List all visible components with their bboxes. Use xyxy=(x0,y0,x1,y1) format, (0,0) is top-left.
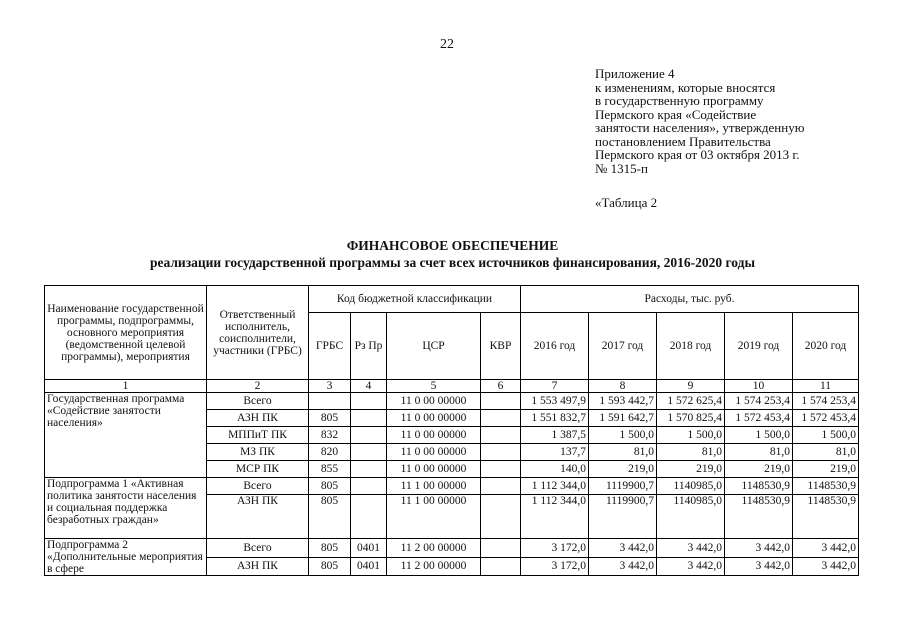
document-title: ФИНАНСОВОЕ ОБЕСПЕЧЕНИЕ xyxy=(346,238,559,253)
amount-cell: 3 442,0 xyxy=(657,557,725,576)
amount-cell: 1 500,0 xyxy=(725,427,793,444)
amount-cell: 1148530,9 xyxy=(725,478,793,495)
amount-cell: 1119900,7 xyxy=(589,478,657,495)
amount-cell: 1 387,5 xyxy=(521,427,589,444)
page-number: 22 xyxy=(440,37,454,52)
executor-cell: МППиТ ПК xyxy=(207,427,309,444)
program-name: Подпрограмма 2 «Дополнительные мероприятия в сфере xyxy=(45,539,207,576)
grbs-cell: 820 xyxy=(309,444,351,461)
amount-cell: 1 112 344,0 xyxy=(521,478,589,495)
table-row xyxy=(45,393,859,410)
kvr-cell xyxy=(481,539,521,558)
header-year-2017: 2017 год xyxy=(589,313,657,380)
column-number: 4 xyxy=(351,380,387,393)
amount-cell: 1 593 442,7 xyxy=(589,393,657,410)
csr-cell: 11 0 00 00000 xyxy=(387,393,481,410)
csr-cell: 11 0 00 00000 xyxy=(387,461,481,478)
amount-cell: 81,0 xyxy=(657,444,725,461)
header-name: Наименование государственной программы, подпрограммы, основного мероприятия (ведомственной целевой программы), мероприятия xyxy=(45,286,207,380)
appendix-line: Приложение 4 xyxy=(595,66,675,81)
header-year-2018: 2018 год xyxy=(657,313,725,380)
executor-cell: АЗН ПК xyxy=(207,557,309,576)
document-subtitle: реализации государственной программы за счет всех источников финансирования, 2016-2020 годы xyxy=(149,255,756,270)
amount-cell: 3 442,0 xyxy=(589,539,657,558)
executor-cell: МСР ПК xyxy=(207,461,309,478)
rzpr-cell: 0401 xyxy=(351,557,387,576)
header-kvr: КВР xyxy=(481,313,521,380)
amount-cell: 219,0 xyxy=(793,461,859,478)
rzpr-cell xyxy=(351,444,387,461)
grbs-cell: 805 xyxy=(309,478,351,495)
grbs-cell: 805 xyxy=(309,410,351,427)
header-budget-code: Код бюджетной классификации xyxy=(309,286,521,313)
amount-cell: 1 112 344,0 xyxy=(521,495,589,539)
kvr-cell xyxy=(481,427,521,444)
kvr-cell xyxy=(481,495,521,539)
amount-cell: 1119900,7 xyxy=(589,495,657,539)
kvr-cell xyxy=(481,461,521,478)
amount-cell: 3 442,0 xyxy=(725,539,793,558)
amount-cell: 1148530,9 xyxy=(725,495,793,539)
table-label: «Таблица 2 xyxy=(595,195,658,210)
amount-cell: 1 574 253,4 xyxy=(793,393,859,410)
kvr-cell xyxy=(481,410,521,427)
amount-cell: 1 570 825,4 xyxy=(657,410,725,427)
header-year-2020: 2020 год xyxy=(793,313,859,380)
rzpr-cell xyxy=(351,495,387,539)
amount-cell: 3 172,0 xyxy=(521,539,589,558)
amount-cell: 1 500,0 xyxy=(793,427,859,444)
header-year-2019: 2019 год xyxy=(725,313,793,380)
amount-cell: 1 572 453,4 xyxy=(725,410,793,427)
appendix-line: в государственную программу xyxy=(595,93,764,108)
table-row xyxy=(45,539,859,558)
amount-cell: 1148530,9 xyxy=(793,495,859,539)
column-number: 2 xyxy=(207,380,309,393)
amount-cell: 219,0 xyxy=(725,461,793,478)
csr-cell: 11 0 00 00000 xyxy=(387,410,481,427)
column-number-row xyxy=(45,380,859,393)
rzpr-cell xyxy=(351,461,387,478)
amount-cell: 219,0 xyxy=(589,461,657,478)
column-number: 1 xyxy=(45,380,207,393)
grbs-cell: 805 xyxy=(309,557,351,576)
amount-cell: 1140985,0 xyxy=(657,478,725,495)
header-grbs: ГРБС xyxy=(309,313,351,380)
rzpr-cell xyxy=(351,427,387,444)
csr-cell: 11 1 00 00000 xyxy=(387,478,481,495)
column-number: 3 xyxy=(309,380,351,393)
grbs-cell: 832 xyxy=(309,427,351,444)
header-expenses: Расходы, тыс. руб. xyxy=(521,286,859,313)
header-executor: Ответственный исполнитель, соисполнители, участники (ГРБС) xyxy=(207,286,309,380)
table-row xyxy=(45,478,859,495)
amount-cell: 3 172,0 xyxy=(521,557,589,576)
column-number: 5 xyxy=(387,380,481,393)
kvr-cell xyxy=(481,557,521,576)
executor-cell: Всего xyxy=(207,478,309,495)
appendix-line: Пермского края от 03 октября 2013 г. xyxy=(595,147,800,162)
amount-cell: 1 591 642,7 xyxy=(589,410,657,427)
executor-cell: АЗН ПК xyxy=(207,410,309,427)
rzpr-cell xyxy=(351,478,387,495)
amount-cell: 1 572 625,4 xyxy=(657,393,725,410)
header-year-2016: 2016 год xyxy=(521,313,589,380)
amount-cell: 81,0 xyxy=(793,444,859,461)
amount-cell: 1 574 253,4 xyxy=(725,393,793,410)
column-number: 9 xyxy=(657,380,725,393)
amount-cell: 140,0 xyxy=(521,461,589,478)
amount-cell: 3 442,0 xyxy=(657,539,725,558)
appendix-note xyxy=(595,67,895,175)
amount-cell: 81,0 xyxy=(725,444,793,461)
financing-table xyxy=(44,285,859,576)
executor-cell: АЗН ПК xyxy=(207,495,309,539)
kvr-cell xyxy=(481,444,521,461)
appendix-line: занятости населения», утвержденную xyxy=(595,120,805,135)
executor-cell: Всего xyxy=(207,393,309,410)
amount-cell: 1140985,0 xyxy=(657,495,725,539)
amount-cell: 81,0 xyxy=(589,444,657,461)
executor-cell: Всего xyxy=(207,539,309,558)
csr-cell: 11 0 00 00000 xyxy=(387,427,481,444)
amount-cell: 1 572 453,4 xyxy=(793,410,859,427)
amount-cell: 1 551 832,7 xyxy=(521,410,589,427)
grbs-cell xyxy=(309,393,351,410)
rzpr-cell xyxy=(351,410,387,427)
column-number: 8 xyxy=(589,380,657,393)
grbs-cell: 855 xyxy=(309,461,351,478)
csr-cell: 11 0 00 00000 xyxy=(387,444,481,461)
amount-cell: 1 553 497,9 xyxy=(521,393,589,410)
appendix-line: к изменениям, которые вносятся xyxy=(595,79,776,95)
appendix-line: постановлением Правительства xyxy=(595,133,771,149)
amount-cell: 3 442,0 xyxy=(793,557,859,576)
amount-cell: 1148530,9 xyxy=(793,478,859,495)
column-number: 7 xyxy=(521,380,589,393)
csr-cell: 11 2 00 00000 xyxy=(387,539,481,558)
executor-cell: МЗ ПК xyxy=(207,444,309,461)
amount-cell: 1 500,0 xyxy=(589,427,657,444)
header-rzpr: Рз Пр xyxy=(351,313,387,380)
amount-cell: 3 442,0 xyxy=(589,557,657,576)
kvr-cell xyxy=(481,478,521,495)
program-name: Подпрограмма 1 «Активная политика занятости населения и социальная поддержка безработных граждан» xyxy=(45,478,207,539)
amount-cell: 3 442,0 xyxy=(793,539,859,558)
amount-cell: 219,0 xyxy=(657,461,725,478)
program-name: Государственная программа «Содействие занятости населения» xyxy=(45,393,207,478)
rzpr-cell: 0401 xyxy=(351,539,387,558)
csr-cell: 11 2 00 00000 xyxy=(387,557,481,576)
appendix-line: № 1315-п xyxy=(595,160,648,176)
column-number: 11 xyxy=(793,380,859,393)
kvr-cell xyxy=(481,393,521,410)
amount-cell: 1 500,0 xyxy=(657,427,725,444)
rzpr-cell xyxy=(351,393,387,410)
column-number: 10 xyxy=(725,380,793,393)
header-csr: ЦСР xyxy=(387,313,481,380)
csr-cell: 11 1 00 00000 xyxy=(387,495,481,539)
grbs-cell: 805 xyxy=(309,539,351,558)
grbs-cell: 805 xyxy=(309,495,351,539)
amount-cell: 137,7 xyxy=(521,444,589,461)
appendix-line: Пермского края «Содействие xyxy=(595,106,757,122)
amount-cell: 3 442,0 xyxy=(725,557,793,576)
column-number: 6 xyxy=(481,380,521,393)
